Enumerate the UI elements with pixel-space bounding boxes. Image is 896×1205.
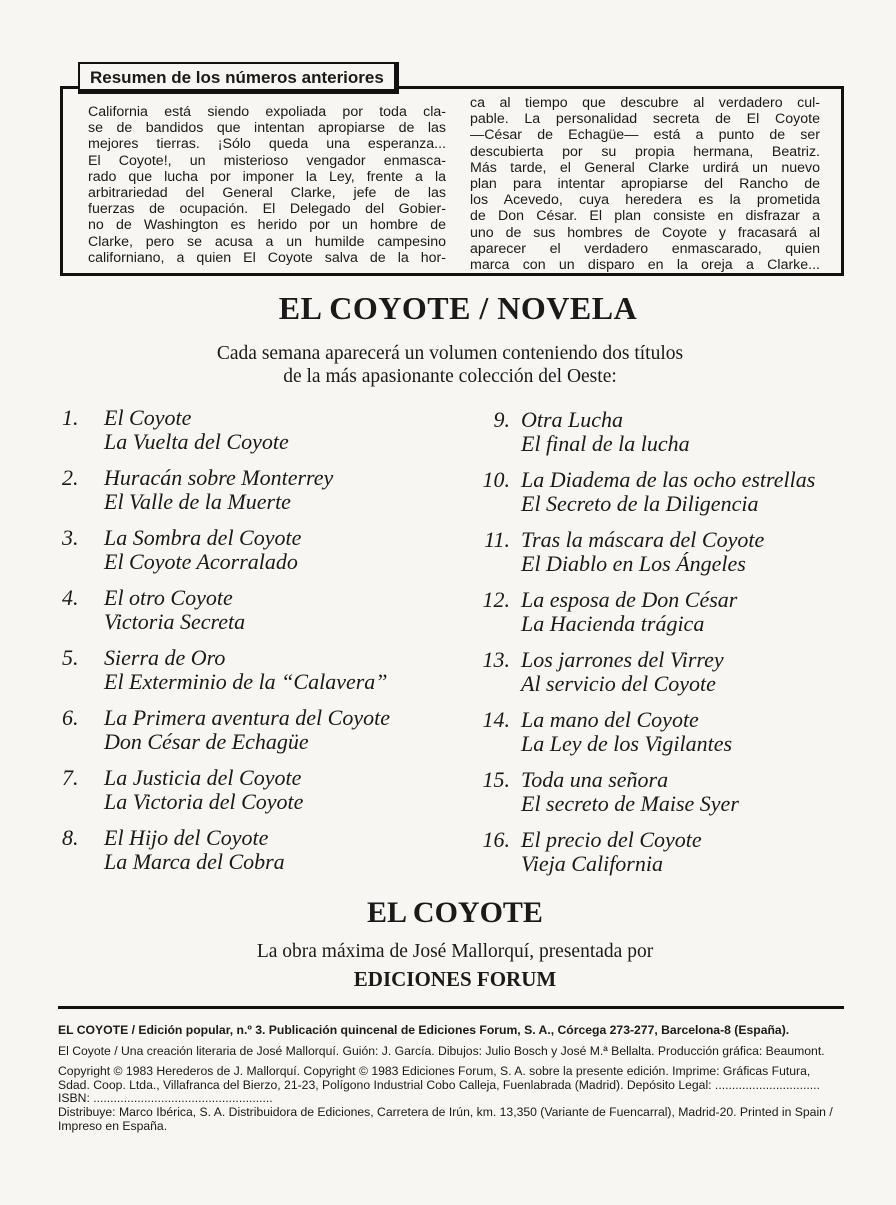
volume-number: 9. (493, 407, 510, 432)
series-title: EL COYOTE (367, 896, 543, 929)
volume-title-a: Huracán sobre Monterrey (104, 465, 334, 490)
volume-title-b: La Vuelta del Coyote (104, 429, 289, 454)
volume-title-a: Sierra de Oro (104, 645, 226, 670)
intro-line: de la más apasionante colección del Oeste: (283, 366, 617, 387)
volume-title-a: La Primera aventura del Coyote (104, 705, 390, 730)
summary-line: californiano, a quien El Coyote salva de la hor- (88, 249, 446, 266)
volume-number: 7. (62, 765, 79, 790)
summary-line: El Coyote!, un misterioso vengador enmasca- (88, 152, 446, 169)
volume-title-a: Los jarrones del Virrey (521, 647, 724, 672)
volume-title-b: Al servicio del Coyote (521, 671, 716, 696)
divider-rule (58, 1006, 844, 1009)
summary-line: California está siendo expoliada por toda cla- (88, 104, 446, 120)
volume-number: 15. (482, 767, 510, 792)
volume-title-a: La Sombra del Coyote (104, 525, 302, 550)
summary-line: fuerzas de ocupación. El Delegado del Gobier- (88, 201, 446, 218)
volume-title-b: El Coyote Acorralado (104, 549, 298, 574)
credits-block (58, 1024, 844, 1140)
page-title: EL COYOTE / NOVELA (278, 290, 638, 326)
volume-number: 8. (62, 825, 79, 850)
summary-line: —César de Echagüe— está a punto de ser (470, 127, 820, 144)
summary-line: Más tarde, el General Clarke urdirá un nuevo (470, 159, 820, 176)
summary-left-column (88, 104, 446, 266)
volume-number: 4. (62, 585, 79, 610)
summary-line: aparecer el verdadero enmascarado, quien (470, 240, 820, 257)
volume-title-a: La Diadema de las ocho estrellas (521, 467, 816, 492)
volume-number: 2. (62, 465, 79, 490)
summary-line: no de Washington es herido por un hombre de (88, 217, 446, 234)
volume-title-b: Vieja California (521, 851, 663, 876)
summary-line: rado que lucha por imponer la Ley, frente a la (88, 168, 446, 185)
volume-title-a: La esposa de Don César (521, 587, 738, 612)
volume-title-a: El precio del Coyote (521, 827, 702, 852)
volume-title-b: El Valle de la Muerte (104, 489, 291, 514)
volume-title-b: La Victoria del Coyote (104, 789, 304, 814)
credits-distribution: Distribuye: Marco Ibérica, S. A. Distribuidora de Ediciones, Carretera de Irún, km. 13,350 (Variante de Fuencarral), Madrid-20. Printed in Spain / Impreso en España. (58, 1104, 833, 1133)
volume-title-b: El Exterminio de la “Calavera” (104, 669, 388, 694)
volume-title-a: El otro Coyote (104, 585, 233, 610)
volume-title-b: El final de la lucha (521, 431, 690, 456)
volume-title-a: Toda una señora (521, 767, 669, 792)
volume-title-b: Victoria Secreta (104, 609, 246, 634)
volume-title-a: Tras la máscara del Coyote (521, 527, 765, 552)
summary-line: plan para intentar apropiarse del Rancho de (470, 176, 820, 193)
volume-number: 16. (482, 827, 510, 852)
volume-title-a: El Hijo del Coyote (104, 825, 269, 850)
volume-title-b: El Secreto de la Diligencia (521, 491, 759, 516)
volume-title-b: El Diablo en Los Ángeles (521, 551, 746, 576)
intro-line: Cada semana aparecerá un volumen conteniendo dos títulos (216, 343, 684, 364)
volume-number: 6. (62, 705, 79, 730)
credits-copyright: Copyright © 1983 Herederos de J. Mallorquí. Copyright © 1983 Ediciones Forum, S. A. sobre la presente edición. Imprime: Gráficas Futura, Sdad. Coop. Ltda., Villafranca del Bierzo, 21-23, Polígono Industrial Cobo Calleja, Fuenlabrada (Madrid). Depósito Legal: ............................... ISBN: ..................................................... (58, 1064, 820, 1106)
summary-line: los Acevedo, cuya heredera es la prometida (470, 192, 820, 209)
volume-number: 13. (482, 647, 510, 672)
credits-edition: EL COYOTE / Edición popular, n.º 3. Publicación quincenal de Ediciones Forum, S. A., Córcega 273-277, Barcelona-8 (España). (58, 1023, 790, 1037)
volume-number: 12. (482, 587, 510, 612)
volume-title-b: El secreto de Maise Syer (521, 791, 739, 816)
summary-line: pable. La personalidad secreta de El Coyote (470, 111, 820, 128)
summary-line: se de bandidos que intentan apropiarse de las (88, 120, 446, 137)
volume-number: 10. (482, 467, 510, 492)
credits-creation: El Coyote / Una creación literaria de José Mallorquí. Guión: J. García. Dibujos: Julio Bosch y José M.ª Bellalta. Producción gráfica: Beaumont. (58, 1043, 825, 1058)
summary-line: marca con un disparo en la oreja a Clarke... (470, 257, 820, 274)
summary-line: descubierta por su propia hermana, Beatriz. (470, 143, 820, 160)
summary-line: de Don César. El plan consiste en disfrazar a (470, 208, 820, 225)
volume-title-a: La mano del Coyote (521, 707, 699, 732)
volume-title-b: Don César de Echagüe (104, 729, 309, 754)
summary-line: ca al tiempo que descubre al verdadero cul- (470, 95, 820, 111)
volume-title-b: La Hacienda trágica (521, 611, 705, 636)
volume-title-b: La Ley de los Vigilantes (521, 731, 733, 756)
volume-number: 11. (484, 527, 510, 552)
summary-title: Resumen de los números anteriores (78, 62, 399, 94)
publisher-name: EDICIONES FORUM (353, 967, 557, 991)
intro-text (0, 342, 896, 388)
volume-title-b: La Marca del Cobra (104, 849, 285, 874)
volume-title-a: El Coyote (104, 405, 192, 430)
volume-number: 14. (482, 707, 510, 732)
volume-number: 3. (62, 525, 79, 550)
summary-right-column (470, 95, 820, 273)
volume-number: 5. (62, 645, 79, 670)
summary-line: mejores tierras. ¡Sólo queda una esperanza... (88, 136, 446, 153)
summary-line: uno de sus hombres de Coyote y fracasará al (470, 224, 820, 241)
author-line: La obra máxima de José Mallorquí, presentada por (256, 941, 654, 962)
summary-line: arbitrariedad del General Clarke, jefe de las (88, 185, 446, 202)
volume-number: 1. (62, 405, 79, 430)
volume-title-a: La Justicia del Coyote (104, 765, 302, 790)
volume-title-a: Otra Lucha (521, 407, 624, 432)
summary-line: Clarke, pero se acusa a un humilde campesino (88, 233, 446, 250)
